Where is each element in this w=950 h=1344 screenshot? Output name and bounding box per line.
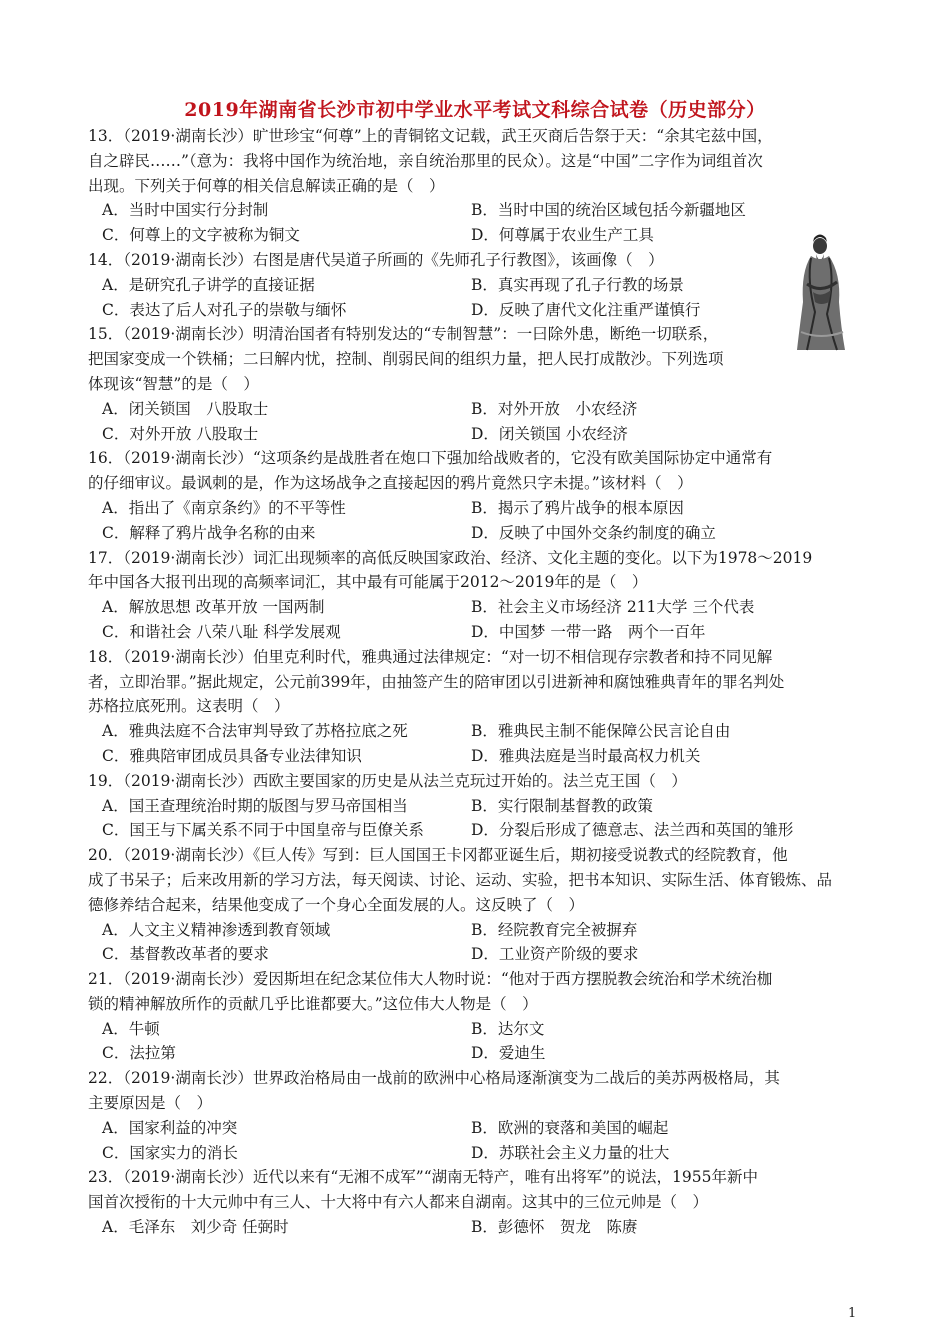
option-row <box>88 794 868 819</box>
answer-option: A．雅典法庭不合法审判导致了苏格拉底之死 <box>102 722 408 741</box>
question-21 <box>88 967 868 1066</box>
question-15 <box>88 322 868 446</box>
question-text-line: 锁的精神解放所作的贡献几乎比谁都要大。”这位伟大人物是（ ） <box>88 994 538 1013</box>
question-text-line: 18．（2019·湖南长沙）伯里克利时代，雅典通过法律规定：“对一切不相信现存宗教者和持不同见解 <box>88 647 773 666</box>
question-text-line: 者，立即治罪。”据此规定，公元前399年，由抽签产生的陪审团以引进新神和腐蚀雅典青年的罪名判处 <box>88 672 785 691</box>
answer-option: C．表达了后人对孔子的崇敬与缅怀 <box>102 300 347 319</box>
confucius-painting-figure <box>793 232 851 354</box>
answer-option: B．经院教育完全被摒弃 <box>471 920 638 939</box>
question-text-line: 14．（2019·湖南长沙）右图是唐代吴道子所画的《先师孔子行教图》，该画像（ ） <box>88 250 664 269</box>
answer-option: B．彭德怀 贺龙 陈赓 <box>471 1218 638 1237</box>
answer-option: B．社会主义市场经济 211大学 三个代表 <box>471 598 755 617</box>
answer-option: B．达尔文 <box>471 1019 545 1038</box>
answer-option: A．当时中国实行分封制 <box>102 201 269 220</box>
question-text-line: 16．（2019·湖南长沙）“这项条约是战胜者在炮口下强加给战败者的，它没有欧美国际协定中通常有 <box>88 449 773 468</box>
answer-option: A．闭关锁国 八股取士 <box>102 399 269 418</box>
answer-option: A．牛顿 <box>102 1019 160 1038</box>
question-text-line: 苏格拉底死刑。这表明（ ） <box>88 697 290 716</box>
answer-option: D．反映了唐代文化注重严谨慎行 <box>471 300 701 319</box>
question-text-line: 成了书呆子；后来改用新的学习方法，每天阅读、讨论、运动、实验，把书本知识、实际生活、体育锻炼、品 <box>88 870 833 889</box>
question-text-line: 主要原因是（ ） <box>88 1094 213 1113</box>
option-row <box>88 521 868 546</box>
option-row <box>88 744 868 769</box>
question-text-line: 15．（2019·湖南长沙）明清治国者有特别发达的“专制智慧”：一曰除外患，断绝一切联系， <box>88 325 719 344</box>
page-number: 1 <box>848 1306 857 1321</box>
question-text-line: 20．（2019·湖南长沙）《巨人传》写到：巨人国国王卡冈都亚诞生后，期初接受说教式的经院教育，他 <box>88 846 788 865</box>
question-list <box>88 124 868 1240</box>
option-row <box>88 918 868 943</box>
option-row <box>88 942 868 967</box>
question-text-line: 的仔细审议。最讽刺的是，作为这场战争之直接起因的鸦片竟然只字未提。”该材料（ ） <box>88 474 693 493</box>
question-19 <box>88 769 868 843</box>
answer-option: D．中国梦 一带一路 两个一百年 <box>471 622 706 641</box>
answer-option: A．国家利益的冲突 <box>102 1118 238 1137</box>
answer-option: A．毛泽东 刘少奇 任弼时 <box>102 1218 289 1237</box>
answer-option: D．闭关锁国 小农经济 <box>471 424 628 443</box>
answer-option: C．和谐社会 八荣八耻 科学发展观 <box>102 622 341 641</box>
answer-option: A．指出了《南京条约》的不平等性 <box>102 498 346 517</box>
question-23 <box>88 1165 868 1239</box>
question-text-line: 国首次授衔的十大元帅中有三人、十大将中有六人都来自湖南。这其中的三位元帅是（ ） <box>88 1193 709 1212</box>
option-row <box>88 1141 868 1166</box>
question-text-line: 23．（2019·湖南长沙）近代以来有“无湘不成军”“湖南无特产，唯有出将军”的说法，1955年新中 <box>88 1168 758 1187</box>
question-20 <box>88 843 868 967</box>
question-text-line: 年中国各大报刊出现的高频率词汇，其中最有可能属于2012～2019年的是（ ） <box>88 573 648 592</box>
answer-option: A．国王查理统治时期的版图与罗马帝国相当 <box>102 796 408 815</box>
option-row <box>88 422 868 447</box>
question-text-line: 17．（2019·湖南长沙）词汇出现频率的高低反映国家政治、经济、文化主题的变化。以下为1978～2019 <box>88 548 813 567</box>
answer-option: C．国王与下属关系不同于中国皇帝与臣僚关系 <box>102 821 424 840</box>
answer-option: A．人文主义精神渗透到教育领域 <box>102 920 331 939</box>
option-row <box>88 496 868 521</box>
question-17 <box>88 546 868 645</box>
answer-option: B．实行限制基督教的政策 <box>471 796 653 815</box>
answer-option: D．分裂后形成了德意志、法兰西和英国的雏形 <box>471 821 794 840</box>
exam-title: 2019年湖南省长沙市初中学业水平考试文科综合试卷（历史部分） <box>184 99 766 121</box>
question-text-line: 体现该“智慧”的是（ ） <box>88 374 259 393</box>
answer-option: B．欧洲的衰落和美国的崛起 <box>471 1118 669 1137</box>
answer-option: C．对外开放 八股取士 <box>102 424 259 443</box>
option-row <box>88 620 868 645</box>
option-row <box>88 223 868 248</box>
answer-option: C．雅典陪审团成员具备专业法律知识 <box>102 746 362 765</box>
question-18 <box>88 645 868 769</box>
question-text-line: 19．（2019·湖南长沙）西欧主要国家的历史是从法兰克玩过开始的。法兰克王国（ ） <box>88 771 687 790</box>
answer-option: D．苏联社会主义力量的壮大 <box>471 1143 670 1162</box>
option-row <box>88 1116 868 1141</box>
answer-option: A．解放思想 改革开放 一国两制 <box>102 598 325 617</box>
option-row <box>88 273 868 298</box>
question-text-line: 22．（2019·湖南长沙）世界政治格局由一战前的欧洲中心格局逐渐演变为二战后的美苏两极格局，其 <box>88 1069 780 1088</box>
answer-option: C．基督教改革者的要求 <box>102 945 269 964</box>
answer-option: C．法拉第 <box>102 1044 176 1063</box>
option-row <box>88 1041 868 1066</box>
answer-option: C．解释了鸦片战争名称的由来 <box>102 523 316 542</box>
question-text-line: 德修养结合起来，结果他变成了一个身心全面发展的人。这反映了（ ） <box>88 895 585 914</box>
answer-option: D．工业资产阶级的要求 <box>471 945 639 964</box>
answer-option: A．是研究孔子讲学的直接证据 <box>102 275 315 294</box>
answer-option: D．雅典法庭是当时最高权力机关 <box>471 746 701 765</box>
option-row <box>88 298 868 323</box>
answer-option: C．国家实力的消长 <box>102 1143 238 1162</box>
option-row <box>88 719 868 744</box>
option-row <box>88 198 868 223</box>
answer-option: C．何尊上的文字被称为铜文 <box>102 226 300 245</box>
option-row <box>88 595 868 620</box>
question-text-line: 出现。下列关于何尊的相关信息解读正确的是（ ） <box>88 176 445 195</box>
option-row <box>88 818 868 843</box>
option-row <box>88 1017 868 1042</box>
answer-option: D．反映了中国外交条约制度的确立 <box>471 523 716 542</box>
answer-option: B．真实再现了孔子行教的场景 <box>471 275 684 294</box>
answer-option: B．当时中国的统治区域包括今新疆地区 <box>471 201 746 220</box>
question-14 <box>88 248 868 322</box>
option-row <box>88 397 868 422</box>
answer-option: D．爱迪生 <box>471 1044 546 1063</box>
question-text-line: 13．（2019·湖南长沙）旷世珍宝“何尊”上的青铜铭文记载，武王灭商后告祭于天：“余其宅兹中国， <box>88 127 773 145</box>
answer-option: D．何尊属于农业生产工具 <box>471 226 654 245</box>
question-text-line: 21．（2019·湖南长沙）爱因斯坦在纪念某位伟大人物时说：“他对于西方摆脱教会统治和学术统治枷 <box>88 970 773 989</box>
question-text-line: 自之辟民……”（意为：我将中国作为统治地，亲自统治那里的民众）。这是“中国”二字作为词组首次 <box>88 151 763 170</box>
question-13 <box>88 124 868 248</box>
answer-option: B．揭示了鸦片战争的根本原因 <box>471 498 684 517</box>
option-row <box>88 1215 868 1240</box>
answer-option: B．对外开放 小农经济 <box>471 399 638 418</box>
question-16 <box>88 446 868 545</box>
question-text-line: 把国家变成一个铁桶；二曰解内忧，控制、削弱民间的组织力量，把人民打成散沙。下列选项 <box>88 350 724 369</box>
answer-option: B．雅典民主制不能保障公民言论自由 <box>471 722 731 741</box>
question-22 <box>88 1066 868 1165</box>
